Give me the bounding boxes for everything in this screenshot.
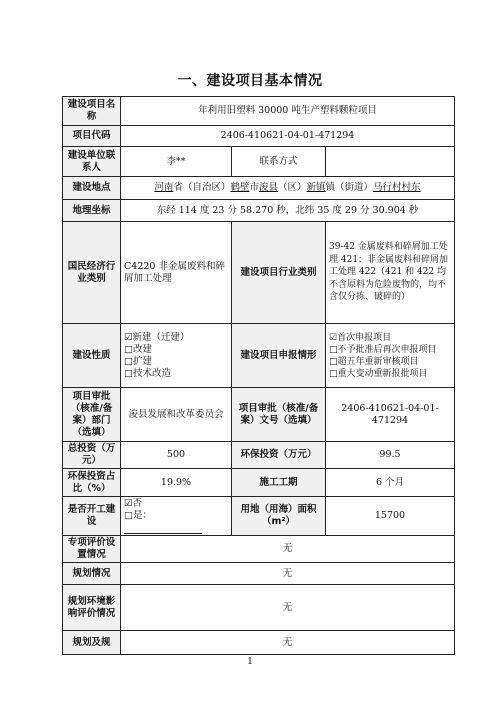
contact-method-label: 联系方式: [232, 147, 326, 177]
planning-eia-value: 无: [121, 585, 455, 631]
approval-number-value: 2406-410621-04-01-471294: [326, 388, 455, 442]
declaration-option-resubmit: □不予批准后再次申报项目: [329, 344, 437, 355]
contact-method-value: [326, 147, 455, 177]
table-row: [63, 563, 455, 585]
plan-conformity-value: 无: [121, 631, 455, 655]
special-eval-value: 无: [121, 536, 455, 563]
industry-value: C4220 非金属废料和碎屑加工处理: [121, 222, 232, 324]
table-row: [63, 177, 455, 200]
page-number: 1: [247, 657, 253, 667]
declaration-option-first: ☑首次申报项目: [329, 332, 392, 343]
planning-value: 无: [121, 563, 455, 585]
location-village: 马行村村东: [373, 182, 421, 193]
location-text: 省（自治区）: [173, 182, 231, 193]
planning-label: 规划情况: [63, 563, 121, 585]
table-row: [63, 631, 455, 655]
project-code-label: 项目代码: [63, 126, 121, 147]
table-row: [63, 200, 455, 222]
location-value: [121, 177, 455, 200]
location-county: 浚县: [258, 182, 278, 193]
land-area-value: 15700: [326, 497, 455, 536]
planning-eia-label: 规划环境影响评价情况: [63, 585, 121, 631]
location-province: 河南: [154, 182, 174, 193]
table-row: [63, 469, 455, 497]
table-row: [63, 536, 455, 563]
table-row: [63, 147, 455, 177]
location-text: 镇（街道）: [325, 182, 374, 193]
declaration-option-major-change: □重大变动重新报批项目: [329, 368, 428, 379]
special-eval-label: 专项评价设置情况: [63, 536, 121, 563]
table-row: [63, 497, 455, 536]
table-row: [63, 324, 455, 388]
env-ratio-label: 环保投资占比（%）: [63, 469, 121, 497]
started-label: 是否开工建设: [63, 497, 121, 536]
table-row: [63, 388, 455, 442]
nature-option-expand: □扩建: [124, 355, 152, 367]
started-option-no: ☑否: [124, 498, 143, 509]
land-area-label: 用地（用海）面积（m²）: [232, 497, 326, 536]
plan-conformity-label: 规划及规: [63, 631, 121, 655]
coordinates-value: 东经 114 度 23 分 58.270 秒，北纬 35 度 29 分 30.904 秒: [121, 200, 455, 222]
approval-dept-label: 项目审批（核准/备案）部门（选填）: [63, 388, 121, 442]
env-ratio-value: 19.9%: [121, 469, 232, 497]
env-investment-label: 环保投资（万元）: [232, 442, 326, 469]
nature-options: [121, 324, 232, 388]
contact-label: 建设单位联系人: [63, 147, 121, 177]
total-investment-value: 500: [121, 442, 232, 469]
table-row: [63, 126, 455, 147]
table-row: [63, 585, 455, 631]
project-info-table: [62, 96, 455, 655]
total-investment-label: 总投资（万元）: [63, 442, 121, 469]
table-row: [63, 222, 455, 324]
nature-option-new: ☑新建（迁建）: [124, 331, 190, 343]
declaration-options: [326, 324, 455, 388]
approval-dept-value: 浚县发展和改革委员会: [121, 388, 232, 442]
table-row: [63, 442, 455, 469]
nature-label: 建设性质: [63, 324, 121, 388]
location-text: （区）: [278, 182, 307, 193]
location-city: 鹤壁: [230, 182, 250, 193]
project-code-value: 2406-410621-04-01-471294: [121, 126, 455, 147]
location-text: 市: [249, 182, 259, 193]
table-row: [63, 97, 455, 126]
project-name-value: 年利用旧塑料 30000 吨生产塑料颗粒项目: [121, 97, 455, 126]
coordinates-label: 地理坐标: [63, 200, 121, 222]
industry-label: 国民经济行业类别: [63, 222, 121, 324]
project-industry-label: 建设项目行业类别: [232, 222, 326, 324]
contact-value: 李**: [121, 147, 232, 177]
approval-number-label: 项目审批（核准/备案）文号（选填）: [232, 388, 326, 442]
declaration-option-five-years: □超五年重新审核项目: [329, 356, 419, 367]
started-blank-line: [124, 523, 202, 534]
location-town: 新镇: [306, 182, 326, 193]
location-label: 建设地点: [63, 177, 121, 200]
project-name-label: 建设项目名称: [63, 97, 121, 126]
nature-option-rebuild: □改建: [124, 343, 152, 355]
construction-period-value: 6 个月: [326, 469, 455, 497]
declaration-label: 建设项目申报情形: [232, 324, 326, 388]
nature-option-tech: □技术改造: [124, 367, 171, 379]
page-title: 一、建设项目基本情况: [177, 73, 323, 89]
started-option-yes-label: □是：: [124, 510, 152, 521]
started-option-yes: [124, 510, 228, 534]
project-industry-value: 39-42 金属废料和碎屑加工处理 421；非金属废料和碎屑加工处理 422（421 和 422 均不含原料为危险废物的，均不含仅分拣、破碎的）: [326, 222, 455, 324]
construction-period-label: 施工工期: [232, 469, 326, 497]
env-investment-value: 99.5: [326, 442, 455, 469]
started-options: [121, 497, 232, 536]
